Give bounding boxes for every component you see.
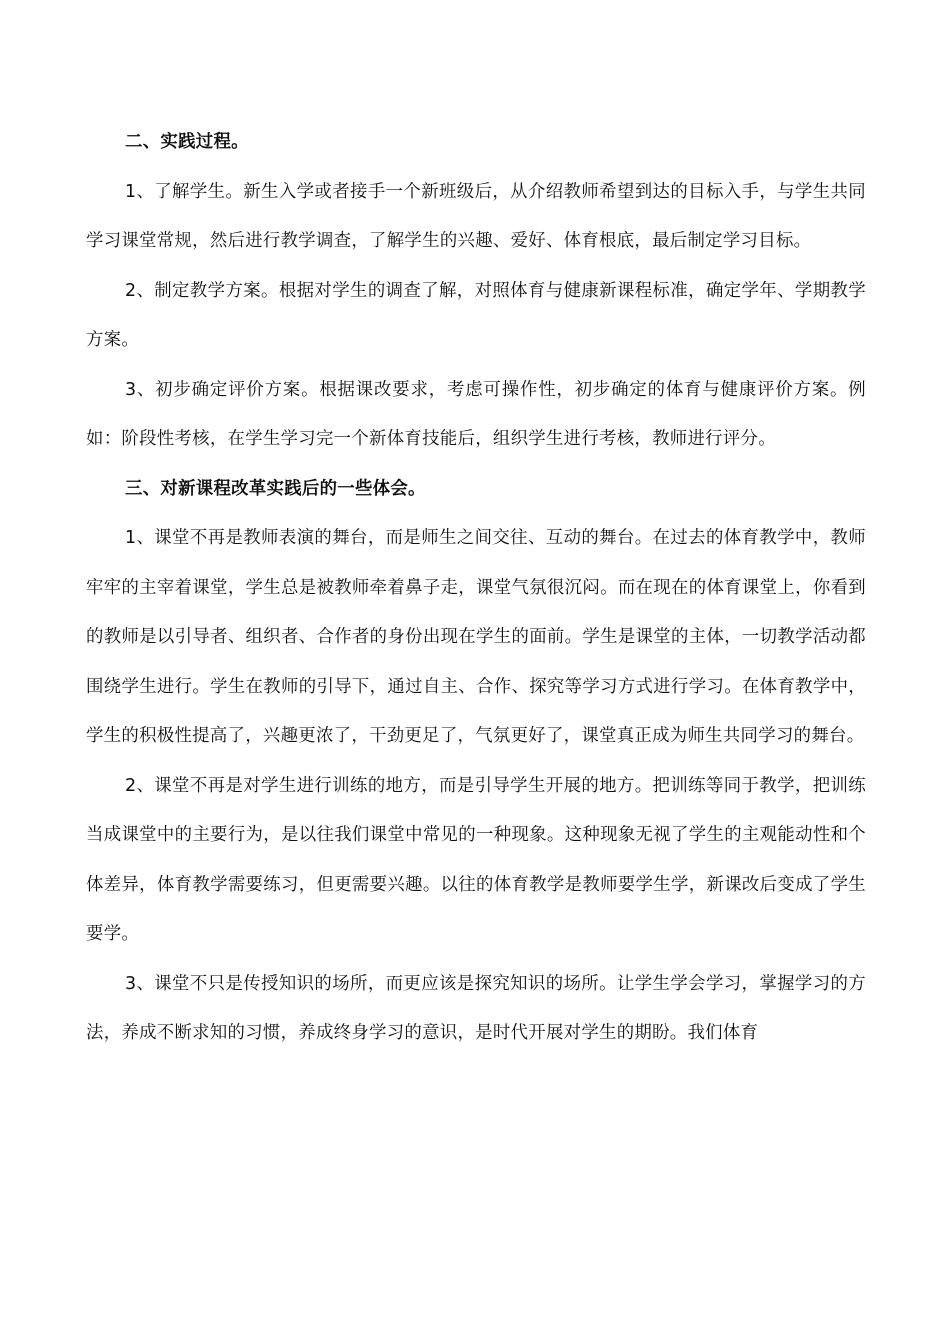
section-heading-reflections: 三、对新课程改革实践后的一些体会。	[125, 478, 426, 499]
section-heading-practice: 二、实践过程。	[125, 132, 249, 152]
paragraph-evaluation-plan: 3、初步确定评价方案。根据课改要求，考虑可操作性，初步确定的体育与健康评价方案。例如：阶段性考核，在学生学习完一个新体育技能后，组织学生进行考核，教师进行评分。	[86, 379, 866, 449]
document-body	[86, 118, 866, 1059]
paragraph-teaching-plan: 2、制定教学方案。根据对学生的调查了解，对照体育与健康新课程标准，确定学年、学期教学方案。	[86, 280, 866, 350]
paragraph-understand-students: 1、了解学生。新生入学或者接手一个新班级后，从介绍教师希望到达的目标入手，与学生共同学习课堂常规，然后进行教学调查，了解学生的兴趣、爱好、体育根底，最后制定学习目标。	[86, 181, 866, 251]
paragraph-reflection-stage: 1、课堂不再是教师表演的舞台，而是师生之间交往、互动的舞台。在过去的体育教学中，教师牢牢的主宰着课堂，学生总是被教师牵着鼻子走，课堂气氛很沉闷。而在现在的体育课堂上，你看到的教师是以引导者、组织者、合作者的身份出现在学生的面前。学生是课堂的主体，一切教学活动都围绕学生进行。学生在教师的引导下，通过自主、合作、探究等学习方式进行学习。在体育教学中，学生的积极性提高了，兴趣更浓了，干劲更足了，气氛更好了，课堂真正成为师生共同学习的舞台。	[86, 528, 866, 746]
paragraph-reflection-training: 2、课堂不再是对学生进行训练的地方，而是引导学生开展的地方。把训练等同于教学，把训练当成课堂中的主要行为，是以往我们课堂中常见的一种现象。这种现象无视了学生的主观能动性和个体差异，体育教学需要练习，但更需要兴趣。以往的体育教学是教师要学生学，新课改后变成了学生要学。	[86, 775, 866, 944]
paragraph-reflection-inquiry: 3、课堂不只是传授知识的场所，而更应该是探究知识的场所。让学生学会学习，掌握学习的方法，养成不断求知的习惯，养成终身学习的意识，是时代开展对学生的期盼。我们体育	[86, 973, 866, 1043]
